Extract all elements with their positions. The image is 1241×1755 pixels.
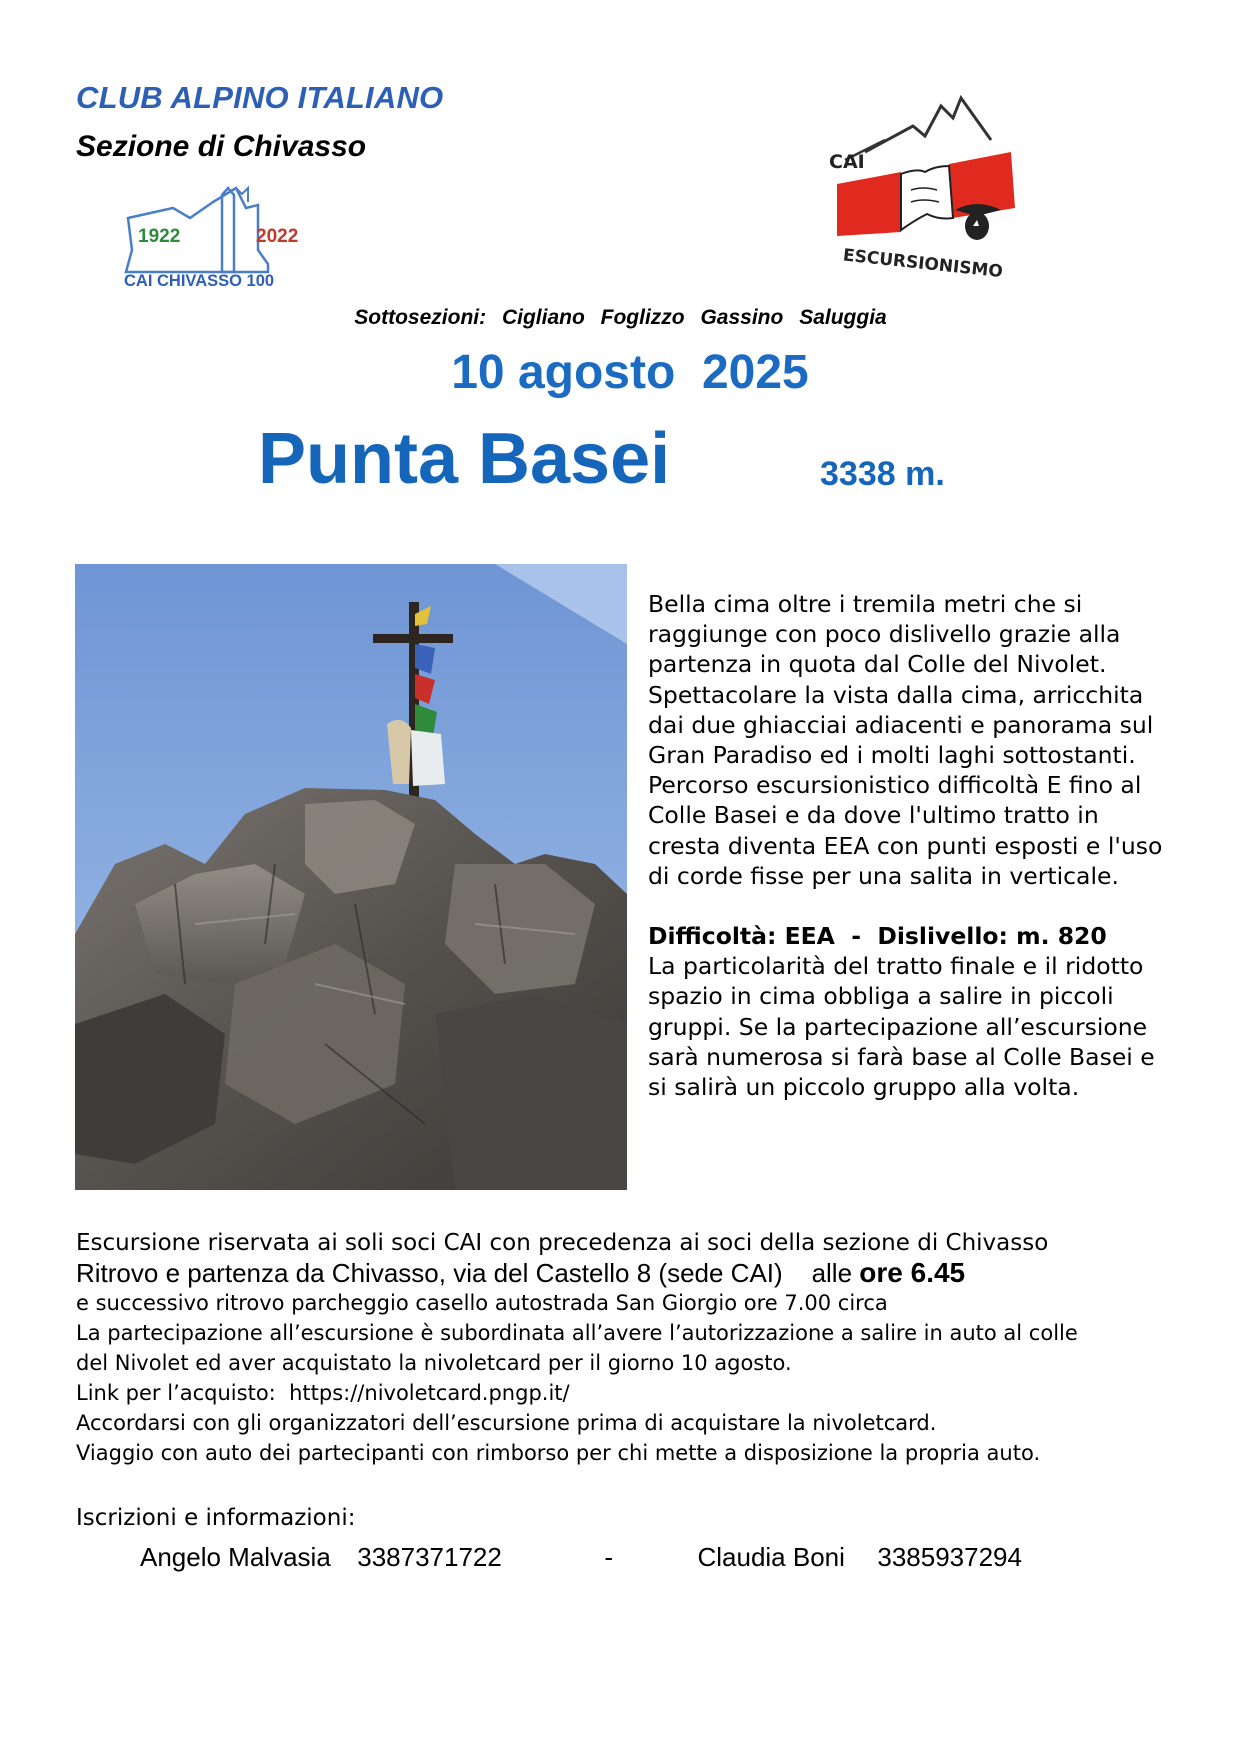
logo-year-end: 2022 (256, 226, 299, 247)
cai-chivasso-100-logo (118, 180, 338, 295)
meeting-text: Ritrovo e partenza da Chivasso, via del Castello 8 (sede CAI) alle (76, 1258, 853, 1288)
contact-name: Claudia Boni (697, 1542, 845, 1572)
link-label: Link per l’acquisto: (76, 1381, 276, 1405)
logo-cai-text: CAI (829, 151, 865, 173)
event-date: 10 agosto 2025 (451, 346, 809, 399)
authorization-line-2: del Nivolet ed aver acquistato la nivoletcard per il giorno 10 agosto. (76, 1351, 792, 1375)
agree-notice: Accordarsi con gli organizzatori dell’escursione prima di acquistare la nivoletcard. (76, 1411, 937, 1435)
travel-notice: Viaggio con auto dei partecipanti con rimborso per chi mette a disposizione la propria auto. (76, 1441, 1041, 1465)
description (648, 589, 1168, 1102)
club-name: CLUB ALPINO ITALIANO (76, 80, 444, 115)
description-paragraph: La particolarità del tratto finale e il ridotto spazio in cima obbliga a salire in piccoli gruppi. Se la partecipazione all’escursione sarà numerosa si farà base al Colle Basei e si salirà un piccolo gruppo alla volta. (648, 952, 1155, 1102)
event-altitude: 3338 m. (820, 455, 945, 493)
authorization-line-1: La partecipazione all’escursione è subordinata all’avere l’autorizzazione a salire in auto al colle (76, 1321, 1078, 1345)
description-paragraph: Percorso escursionistico difficoltà E fino al Colle Basei e da dove l'ultimo tratto in cresta diventa EEA con punti esposti e l'uso di corde fisse per una salita in verticale. (648, 771, 1163, 890)
second-meeting: e successivo ritrovo parcheggio casello autostrada San Giorgio ore 7.00 circa (76, 1291, 888, 1315)
subsections-line (0, 306, 1241, 330)
cai-escursionismo-logo (825, 90, 1035, 285)
logo-caption: CAI CHIVASSO 100 (124, 272, 275, 290)
contact-phone: 3385937294 (877, 1542, 1022, 1572)
purchase-link[interactable]: https://nivoletcard.pngp.it/ (289, 1381, 570, 1405)
meeting-line (76, 1258, 1196, 1288)
subsection-item: Saluggia (799, 306, 887, 329)
logo-year-start: 1922 (138, 226, 181, 247)
summit-photo (75, 564, 627, 1190)
difficulty-line: Difficoltà: EEA - Dislivello: m. 820 (648, 922, 1107, 951)
cai-eagle-emblem (955, 204, 1001, 240)
subsection-item: Foglizzo (600, 306, 685, 329)
info-block (76, 1228, 1196, 1468)
contact-separator: - (604, 1542, 613, 1572)
meeting-time: ore 6.45 (859, 1257, 966, 1288)
contact-name: Angelo Malvasia (140, 1542, 331, 1572)
logo-escursionismo-text: ESCURSIONISMO (842, 245, 1004, 283)
event-title: Punta Basei (258, 419, 671, 499)
subsections-label: Sottosezioni: (354, 306, 487, 329)
subsection-item: Cigliano (501, 306, 585, 329)
section-name: Sezione di Chivasso (76, 130, 367, 163)
contact-phone: 3387371722 (357, 1542, 502, 1572)
contacts-line (140, 1542, 1022, 1573)
purchase-link-line (76, 1378, 1196, 1408)
reserved-notice: Escursione riservata ai soli soci CAI con precedenza ai soci della sezione di Chivasso (76, 1230, 1049, 1256)
contacts-label: Iscrizioni e informazioni: (76, 1505, 356, 1531)
description-paragraph: Bella cima oltre i tremila metri che si raggiunge con poco dislivello grazie alla partenza in quota dal Colle del Nivolet. Spettacolare la vista dalla cima, arricchita dai due ghiacciai adiacenti e panorama sul Gran Paradiso ed i molti laghi sottostanti. (648, 590, 1154, 770)
subsection-item: Gassino (700, 306, 784, 329)
